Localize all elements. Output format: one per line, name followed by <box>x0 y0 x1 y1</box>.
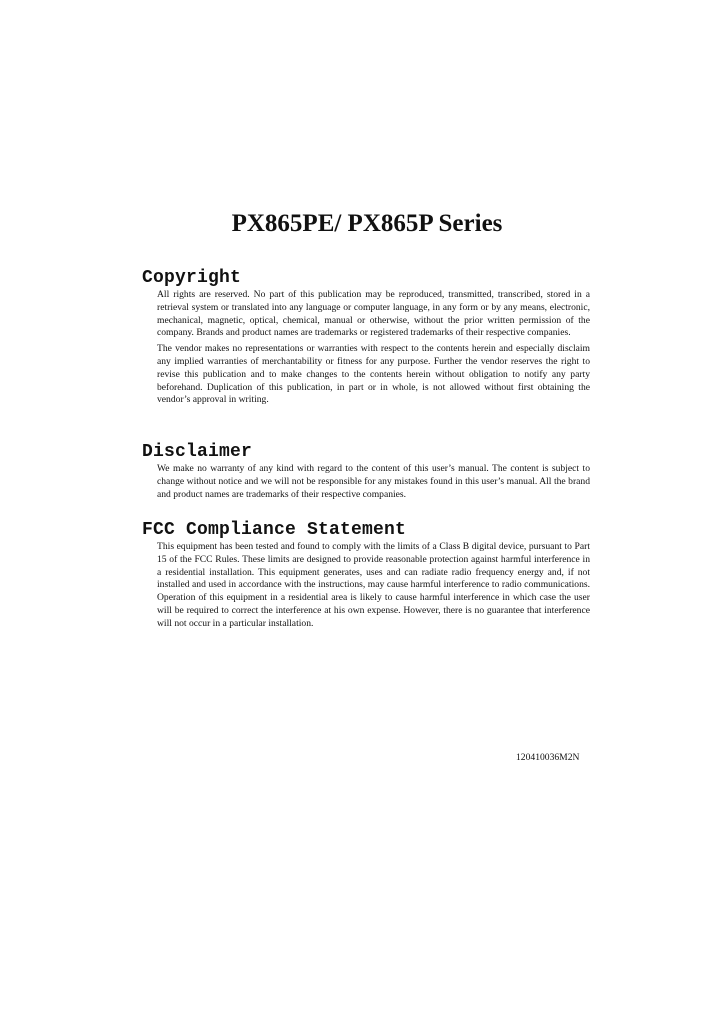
disclaimer-body <box>157 463 590 501</box>
document-code: 120410036M2N <box>516 752 580 763</box>
disclaimer-section <box>142 441 592 504</box>
document-title: PX865PE/ PX865P Series <box>231 210 503 237</box>
copyright-paragraph: All rights are reserved. No part of this publication may be reproduced, transmitted, transcribed, stored in a retrieval system or translated into any language or computer language, in any form or by any means, electronic, mechanical, magnetic, optical, chemical, manual or otherwise, without the prior written permission of the company. Brands and product names are trademarks or registered trademarks of their respective companies. <box>157 289 590 339</box>
copyright-paragraph: The vendor makes no representations or warranties with respect to the contents herein and especially disclaim any implied warranties of merchantability or fitness for any purpose. Further the vendor reserves the right to revise this publication and to make changes to the contents herein without obligation to notify any party beforehand. Duplication of this publication, in part or in whole, is not allowed without first obtaining the vendor’s approval in writing. <box>157 343 590 406</box>
copyright-section <box>142 267 592 410</box>
fcc-body <box>157 541 590 631</box>
disclaimer-paragraph: We make no warranty of any kind with regard to the content of this user’s manual. The content is subject to change without notice and we will not be responsible for any mistakes found in this user’s manual. All the brand and product names are trademarks of their respective companies. <box>157 463 590 500</box>
disclaimer-heading: Disclaimer <box>142 442 253 462</box>
copyright-heading: Copyright <box>142 268 242 288</box>
fcc-heading: FCC Compliance Statement <box>142 520 407 540</box>
copyright-body <box>157 289 590 407</box>
fcc-paragraph: This equipment has been tested and found to comply with the limits of a Class B digital device, pursuant to Part 15 of the FCC Rules. These limits are designed to provide reasonable protection against harmful interference in a residential installation. This equipment generates, uses and can radiate radio frequency energy and, if not installed and used in accordance with the instructions, may cause harmful interference to radio communications. Operation of this equipment in a residential area is likely to cause harmful interference in which case the user will be required to correct the interference at his own expense. However, there is no guarantee that interference will not occur in a particular installation. <box>157 541 590 629</box>
fcc-section <box>142 519 592 634</box>
